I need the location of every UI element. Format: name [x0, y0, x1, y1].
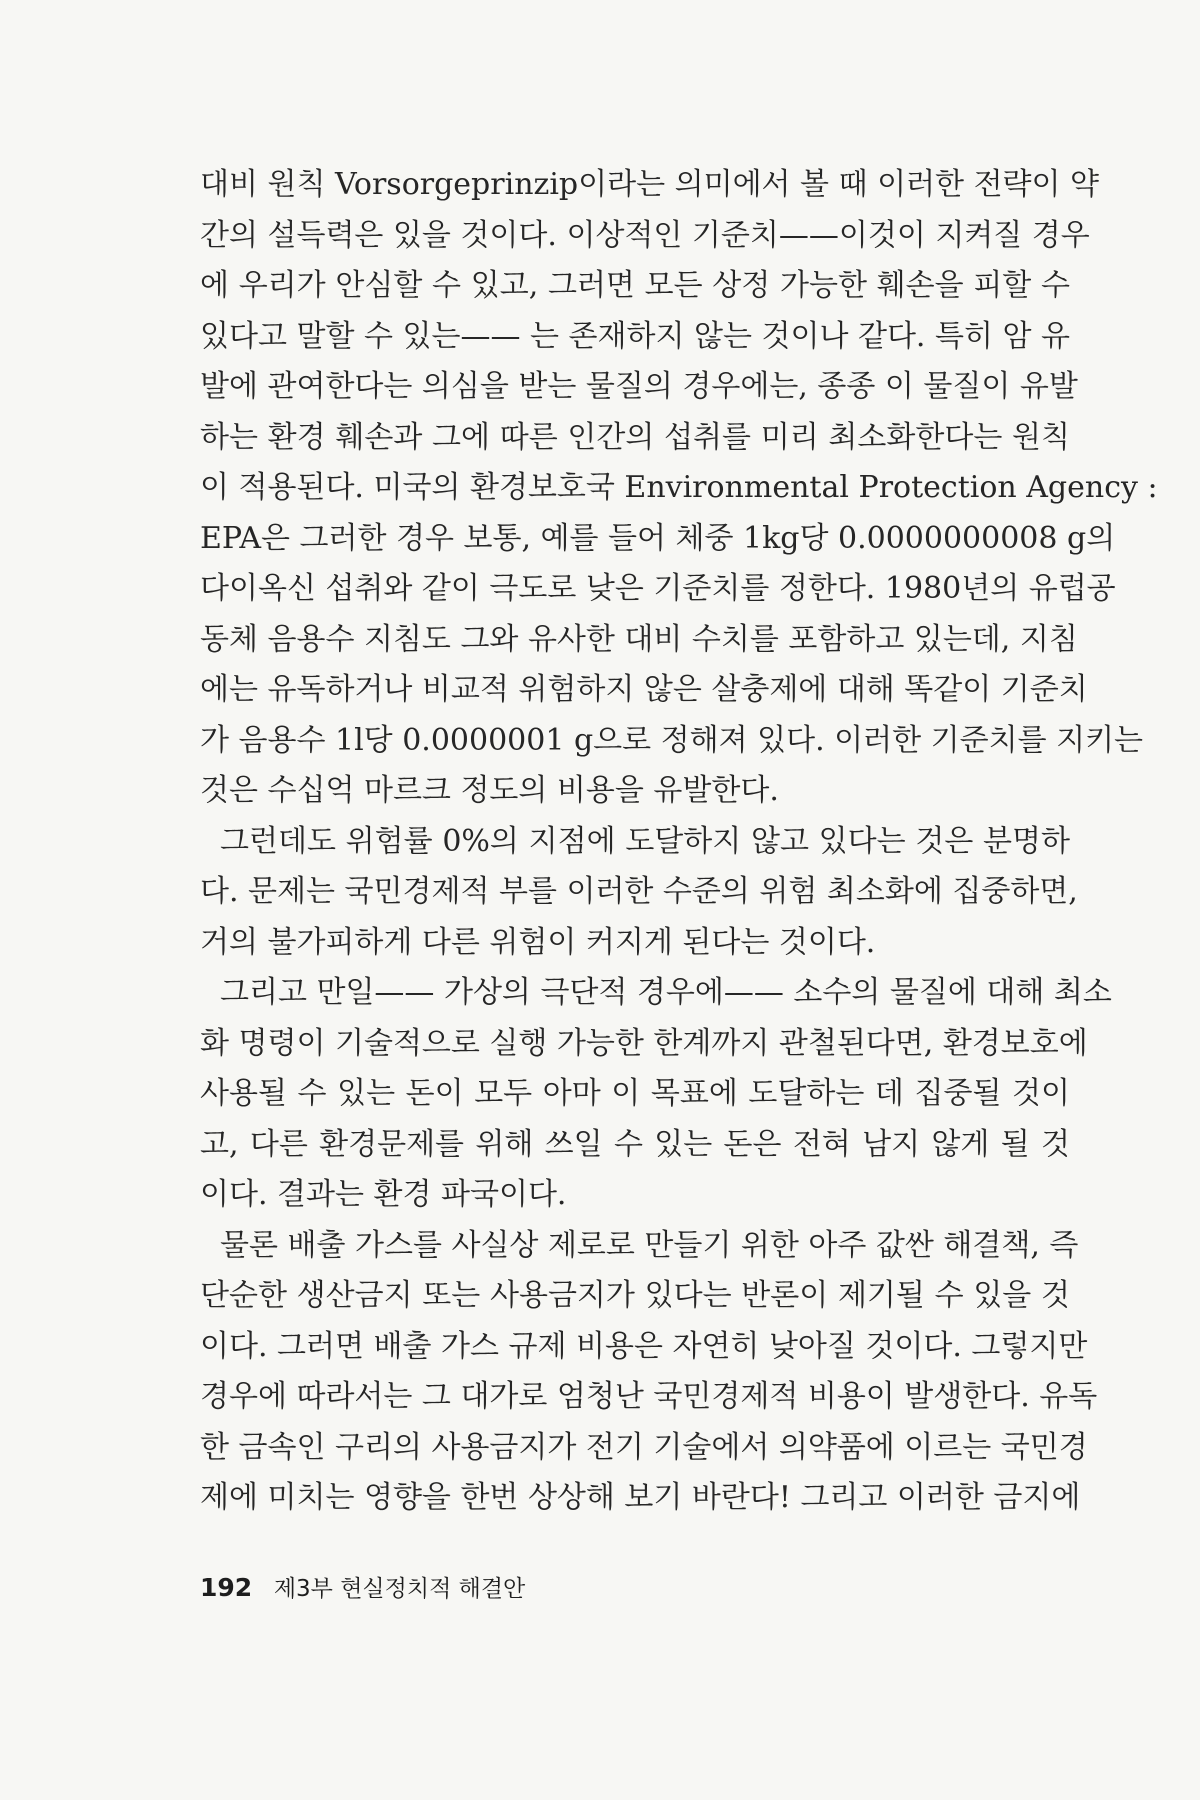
text-line: 사용될 수 있는 돈이 모두 아마 이 목표에 도달하는 데 집중될 것이: [200, 1076, 1070, 1111]
text-line: 제에 미치는 영향을 한번 상상해 보기 바란다! 그리고 이러한 금지에: [200, 1480, 1081, 1515]
text-line: 간의 설득력은 있을 것이다. 이상적인 기준치——이것이 지켜질 경우: [200, 217, 1090, 253]
text-line: 이다. 그러면 배출 가스 규제 비용은 자연히 낮아질 것이다. 그렇지만: [200, 1328, 1088, 1364]
body-text: [200, 160, 1158, 1524]
text-line: 경우에 따라서는 그 대가로 엄청난 국민경제적 비용이 발생한다. 유독: [200, 1379, 1098, 1414]
text-line: 한 금속인 구리의 사용금지가 전기 기술에서 의약품에 이르는 국민경: [200, 1429, 1088, 1465]
page-number: 192: [200, 1573, 253, 1602]
text-line: 이 적용된다. 미국의 환경보호국 Environmental Protection Agency :: [200, 470, 1158, 505]
text-line: 가 음용수 1l당 0.0000001 g으로 정해져 있다. 이러한 기준치를 지키는: [200, 722, 1144, 758]
text-line: 있다고 말할 수 있는—— 는 존재하지 않는 것이나 같다. 특히 암 유: [200, 318, 1070, 354]
text-line: 하는 환경 훼손과 그에 따른 인간의 섭취를 미리 최소화한다는 원칙: [200, 419, 1070, 455]
text-line: 다. 문제는 국민경제적 부를 이러한 수준의 위험 최소화에 집중하면,: [200, 874, 1078, 909]
text-line: 동체 음용수 지침도 그와 유사한 대비 수치를 포함하고 있는데, 지침: [200, 621, 1078, 657]
text-line: 그리고 만일—— 가상의 극단적 경우에—— 소수의 물질에 대해 최소: [220, 975, 1112, 1010]
text-line: 거의 불가피하게 다른 위험이 커지게 된다는 것이다.: [200, 924, 876, 960]
text-line: 이다. 결과는 환경 파국이다.: [200, 1177, 567, 1212]
text-line: 화 명령이 기술적으로 실행 가능한 한계까지 관철된다면, 환경보호에: [200, 1025, 1088, 1061]
text-line: 발에 관여한다는 의심을 받는 물질의 경우에는, 종종 이 물질이 유발: [200, 369, 1078, 404]
text-line: 에는 유독하거나 비교적 위험하지 않은 살충제에 대해 똑같이 기준치: [200, 672, 1088, 707]
text-line: 단순한 생산금지 또는 사용금지가 있다는 반론이 제기될 수 있을 것: [200, 1278, 1070, 1313]
text-line: 것은 수십억 마르크 정도의 비용을 유발한다.: [200, 773, 779, 808]
text-line: 다이옥신 섭취와 같이 극도로 낮은 기준치를 정한다. 1980년의 유럽공: [200, 571, 1116, 606]
text-line: 대비 원칙 Vorsorgeprinzip이라는 의미에서 볼 때 이러한 전략이 약: [200, 167, 1100, 202]
text-line: EPA은 그러한 경우 보통, 예를 들어 체중 1kg당 0.0000000008 g의: [200, 520, 1116, 556]
text-line: 그런데도 위험률 0%의 지점에 도달하지 않고 있다는 것은 분명하: [220, 823, 1070, 859]
text-line: 고, 다른 환경문제를 위해 쓰일 수 있는 돈은 전혀 남지 않게 될 것: [200, 1126, 1070, 1162]
text-line: 에 우리가 안심할 수 있고, 그러면 모든 상정 가능한 훼손을 피할 수: [200, 268, 1070, 303]
page-footer: [200, 1568, 525, 1608]
text-line: 물론 배출 가스를 사실상 제로로 만들기 위한 아주 값싼 해결책, 즉: [220, 1227, 1079, 1263]
section-title: 제3부 현실정치적 해결안: [273, 1576, 526, 1602]
